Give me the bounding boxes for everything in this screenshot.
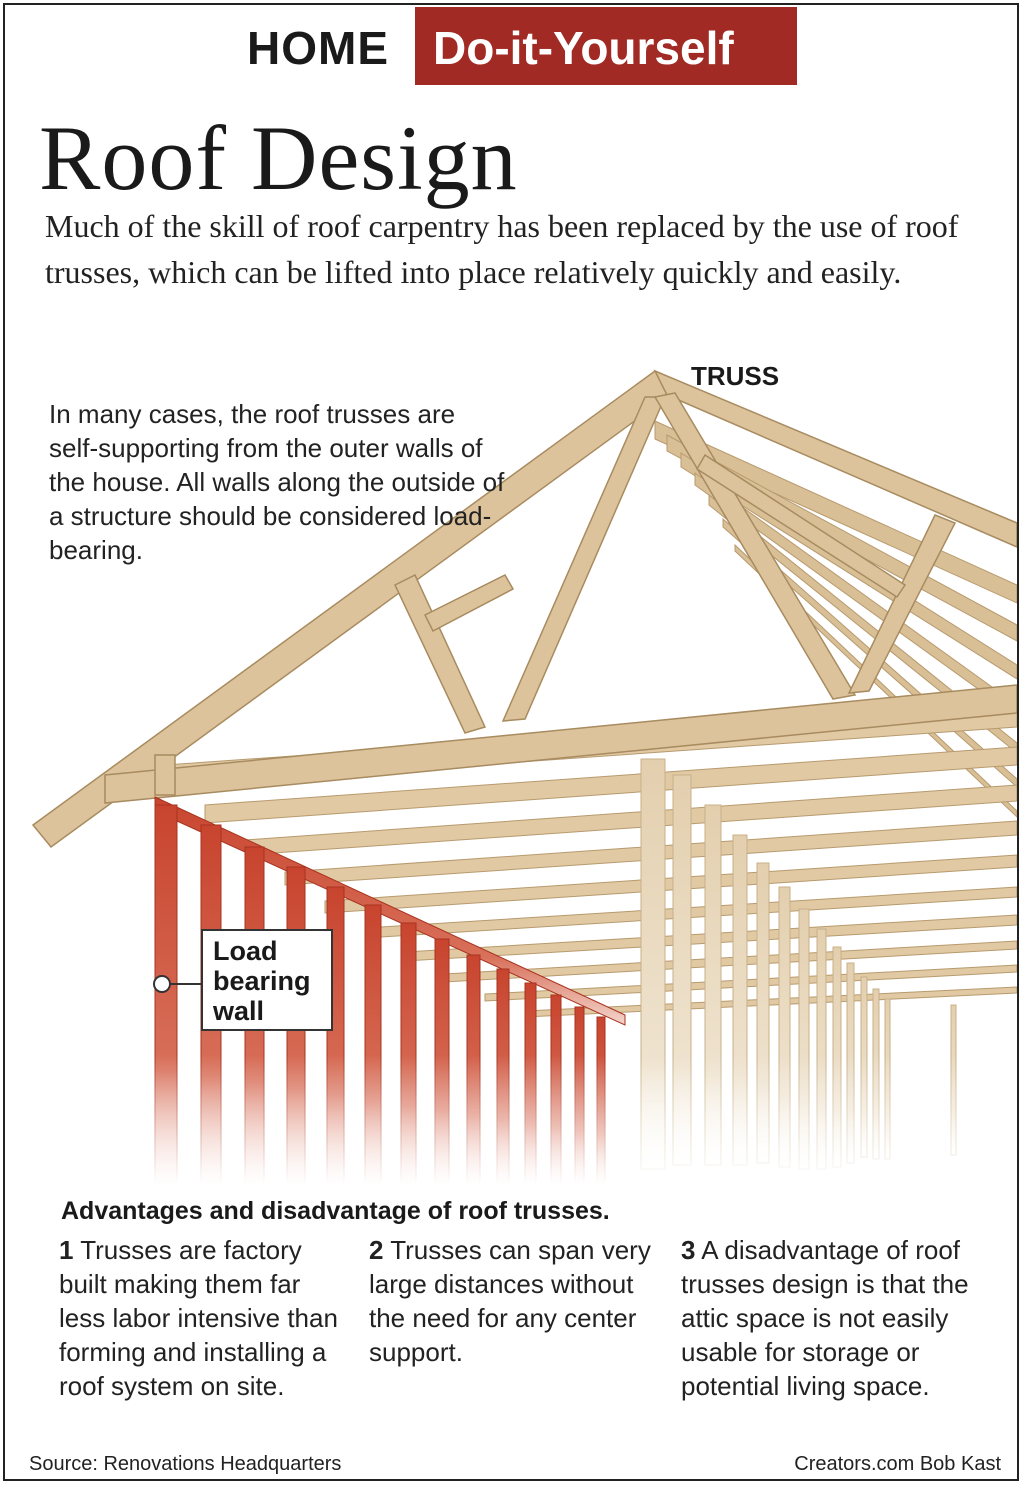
- callout-line: bearing: [213, 966, 311, 996]
- truss-label: TRUSS: [691, 361, 780, 391]
- advantage-item-1: [59, 1233, 349, 1403]
- disadvantage-item-3: [681, 1233, 991, 1403]
- intro-text: Much of the skill of roof carpentry has been replaced by the use of roof trusses, which can be lifted into place relatively quickly and easily.: [45, 208, 959, 290]
- source-credit: Source: Renovations Headquarters: [29, 1453, 342, 1475]
- header-section-badge: Do-it-Yourself: [415, 7, 797, 85]
- page-title: Roof Design: [39, 107, 518, 209]
- item-number: 3: [681, 1235, 696, 1265]
- item-text: Trusses can span very large distances without the need for any center support.: [369, 1235, 651, 1367]
- item-number: 1: [59, 1235, 74, 1265]
- callout-line: wall: [213, 996, 265, 1026]
- item-number: 2: [369, 1235, 384, 1265]
- author-credit: Creators.com Bob Kast: [794, 1453, 1001, 1475]
- callout-connector: [169, 983, 203, 985]
- advantage-item-2: [369, 1233, 659, 1369]
- infographic-frame: [3, 3, 1019, 1481]
- callout-line: Load: [213, 936, 278, 966]
- advantages-heading: Advantages and disadvantage of roof trusses.: [61, 1197, 610, 1225]
- header-brand: HOME: [247, 22, 389, 74]
- side-note: In many cases, the roof trusses are self-supporting from the outer walls of the house. All walls along the outside of a structure should be considered load-bearing.: [49, 399, 505, 565]
- load-bearing-wall-callout: [201, 929, 333, 1031]
- item-text: Trusses are factory built making them far less labor intensive than forming and installing a roof system on site.: [59, 1235, 338, 1401]
- item-text: A disadvantage of roof trusses design is that the attic space is not easily usable for storage or potential living space.: [681, 1235, 969, 1401]
